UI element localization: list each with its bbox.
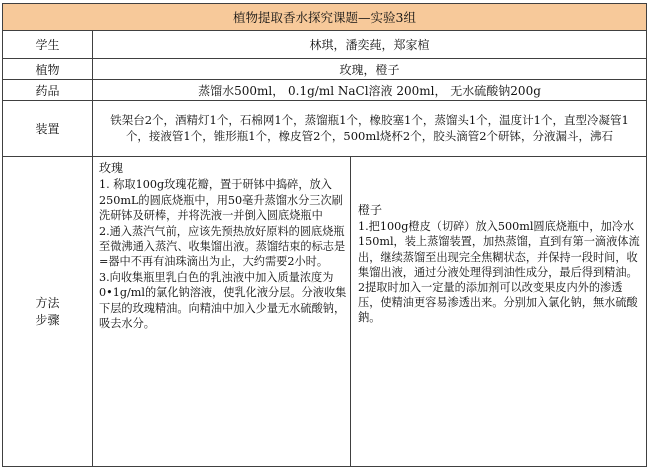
plants-label: 植物 [3,59,93,80]
rose-heading: 玫瑰 [99,161,124,175]
method-label-line2: 步骤 [35,312,60,327]
orange-column [351,157,646,466]
method-label-line1: 方法 [35,295,60,310]
students-value: 林琪，潘奕莼，郑家楦 [93,31,647,59]
row-reagents [3,80,647,101]
method-split [93,157,646,466]
rose-step: 3.向收集瓶里乳白色的乳浊液中加入质量浓度为0•1g/ml的氯化钠溶液，使乳化液分层。分液收集下层的玫瑰精油。向精油中加入少量无水硫酸钠，吸去水分。 [99,270,347,331]
equipment-label: 装置 [3,101,93,157]
plants-value: 玫瑰，橙子 [93,59,647,80]
experiment-table [2,3,647,467]
orange-text: 1.把100g橙皮（切碎）放入500ml圆底烧瓶中，加冷水150ml，装上蒸馏装置，加热蒸馏，直到有第一滴液体流出，继续蒸馏至出现完全焦糊状态，并保持一段时间，收集馏出液，通过分液处理得到油性成分，最后得到精油。2提取时加入一定量的添加剂可以改变果皮内外的渗透压，使精油更容易渗透出来。分别加入氯化钠，無水硫酸鈉。 [358,220,640,325]
rose-step: 2.通入蒸汽气前，应该先预热放好原料的圆底烧瓶至微沸通入蒸汽、收集馏出液。蒸馏结束的标志是=器中不再有油珠滴出为止，大约需要2小时。 [99,224,346,269]
equipment-value: 铁架台2个，酒精灯1个，石棉网1个，蒸馏瓶1个，橡胶塞1个，蒸馏头1个，温度计1个，直型冷凝管1个，接液管1个，锥形瓶1个，橡皮管2个，500ml烧杯2个，胶头滴管2个研钵，分液漏斗，沸石 [93,101,647,157]
rose-column [93,157,351,466]
students-label: 学生 [3,31,93,59]
method-label [3,157,93,467]
orange-heading: 橙子 [358,203,383,217]
reagents-value: 蒸馏水500ml， 0.1g/ml NaCl溶液 200ml， 无水硫酸钠200g [93,80,647,101]
method-content [93,157,647,467]
table-title: 植物提取香水探究课题—实验3组 [3,4,647,31]
row-students [3,31,647,59]
rose-step: 1. 称取100g玫瑰花瓣，置于研钵中捣碎，放入250mL的圆底烧瓶中，用50毫升蒸馏水分三次刷洗研钵及研棒，并将洗液一并倒入圆底烧瓶中 [99,178,343,223]
row-method [3,157,647,467]
row-equipment [3,101,647,157]
reagents-label: 药品 [3,80,93,101]
row-plants [3,59,647,80]
